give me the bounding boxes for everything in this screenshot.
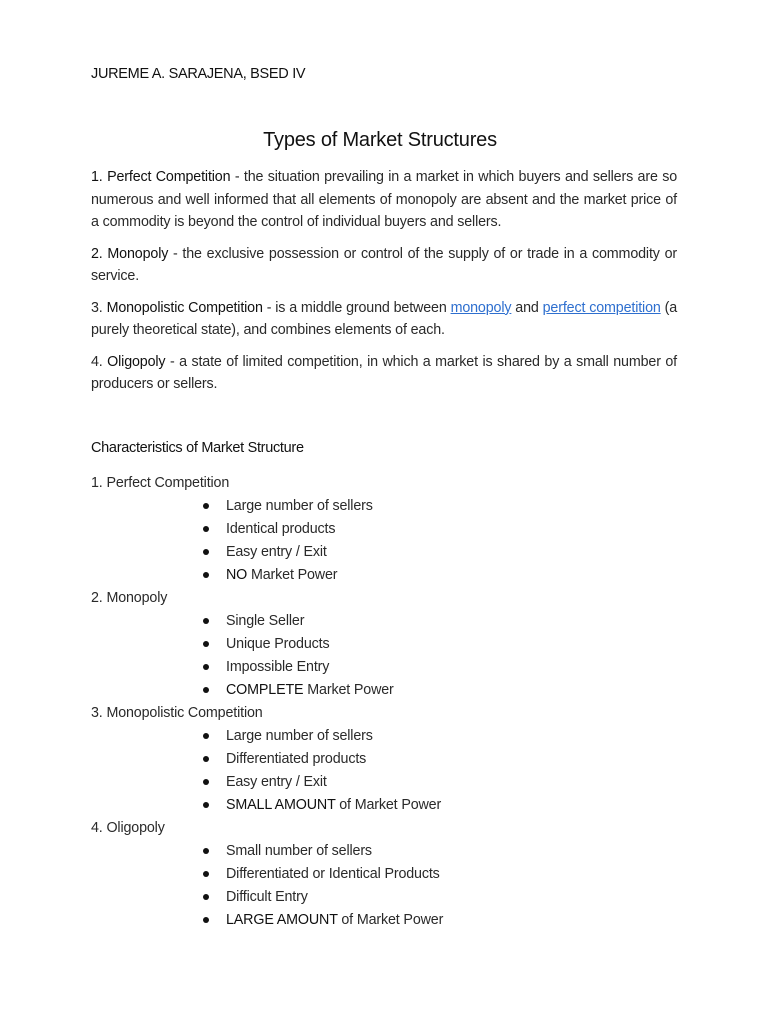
item-text: Single Seller [226, 613, 305, 629]
list-item [91, 656, 691, 679]
characteristics-heading: Characteristics of Market Structure [91, 440, 304, 456]
list-item [91, 725, 691, 748]
list-item [91, 840, 691, 863]
item-text: Small number of sellers [226, 843, 372, 859]
item-text: Differentiated or Identical Products [226, 866, 440, 882]
definition-term: Monopolistic Competition [106, 299, 263, 316]
bullet-icon [203, 641, 209, 647]
definition-monopoly [91, 243, 677, 288]
definitions-section [91, 166, 677, 405]
definition-number: 3. [91, 299, 107, 316]
bullet-icon [203, 549, 209, 555]
bullet-icon [203, 687, 209, 693]
item-strong: LARGE AMOUNT [226, 912, 338, 928]
group-label: 4. Oligopoly [91, 820, 165, 836]
list-item [91, 633, 691, 656]
item-text: Unique Products [226, 636, 330, 652]
bullet-icon [203, 572, 209, 578]
bullet-icon [203, 917, 209, 923]
bullet-list [91, 495, 691, 587]
item-text: Identical products [226, 521, 336, 537]
bullet-list [91, 610, 691, 702]
characteristics-section [91, 472, 691, 932]
bullet-icon [203, 664, 209, 670]
bullet-list [91, 840, 691, 932]
bullet-icon [203, 871, 209, 877]
definition-term: Oligopoly [107, 353, 166, 370]
item-text: Differentiated products [226, 751, 367, 767]
definition-text: - a state of limited competition, in which a market is shared by a small number of producers or sellers. [91, 353, 677, 392]
item-text: Difficult Entry [226, 889, 308, 905]
bullet-icon [203, 894, 209, 900]
item-text: Market Power [247, 567, 338, 583]
item-text: Impossible Entry [226, 659, 330, 675]
monopoly-link[interactable]: monopoly [450, 299, 512, 316]
bullet-list [91, 725, 691, 817]
definition-text: and [511, 299, 543, 316]
page-title [0, 129, 702, 152]
list-item [91, 886, 691, 909]
definition-term: 2. Monopoly [91, 245, 169, 262]
item-strong: NO [226, 567, 248, 583]
bullet-icon [203, 802, 209, 808]
definition-term: 1. Perfect Competition [91, 169, 231, 185]
definition-perfect-competition [91, 166, 677, 234]
list-item [91, 794, 691, 817]
bullet-icon [203, 733, 209, 739]
bullet-icon [203, 618, 209, 624]
list-item [91, 564, 691, 587]
list-item [91, 909, 691, 932]
item-text: Easy entry / Exit [226, 774, 327, 790]
perfect-competition-link[interactable]: perfect competition [542, 299, 661, 316]
bullet-icon [203, 779, 209, 785]
bullet-icon [203, 848, 209, 854]
item-text: Market Power [303, 682, 394, 698]
definition-number: 4. [91, 353, 108, 370]
item-text: of Market Power [337, 912, 444, 928]
bullet-icon [203, 503, 209, 509]
definition-text: (a purely theoretical state), and combines elements of each. [91, 299, 678, 338]
title-text: Types of Market Structures [263, 129, 497, 151]
list-item [91, 495, 691, 518]
definition-text: - the exclusive possession or control of the supply of or trade in a commodity or service. [91, 245, 677, 284]
list-item [91, 679, 691, 702]
list-item [91, 518, 691, 541]
definition-oligopoly [91, 351, 677, 396]
group-label: 2. Monopoly [91, 590, 168, 606]
definition-monopolistic-competition [91, 297, 677, 342]
item-strong: COMPLETE [226, 682, 304, 698]
item-text: Large number of sellers [226, 498, 373, 514]
author-line: JUREME A. SARAJENA, BSED IV [91, 66, 306, 82]
group-label: 1. Perfect Competition [91, 475, 230, 491]
item-text: of Market Power [335, 797, 442, 813]
item-strong: SMALL AMOUNT [226, 797, 336, 813]
list-item [91, 748, 691, 771]
definition-text: - is a middle ground between [262, 299, 451, 316]
bullet-icon [203, 756, 209, 762]
list-item [91, 610, 691, 633]
list-item [91, 541, 691, 564]
list-item [91, 771, 691, 794]
group-label: 3. Monopolistic Competition [91, 705, 263, 721]
item-text: Large number of sellers [226, 728, 373, 744]
definition-text: - the situation prevailing in a market in which buyers and sellers are so numerous and well informed that all elements of monopoly are absent and the market price of a commodity is beyond the control of individual buyers and sellers. [91, 169, 677, 230]
item-text: Easy entry / Exit [226, 544, 327, 560]
bullet-icon [203, 526, 209, 532]
list-item [91, 863, 691, 886]
